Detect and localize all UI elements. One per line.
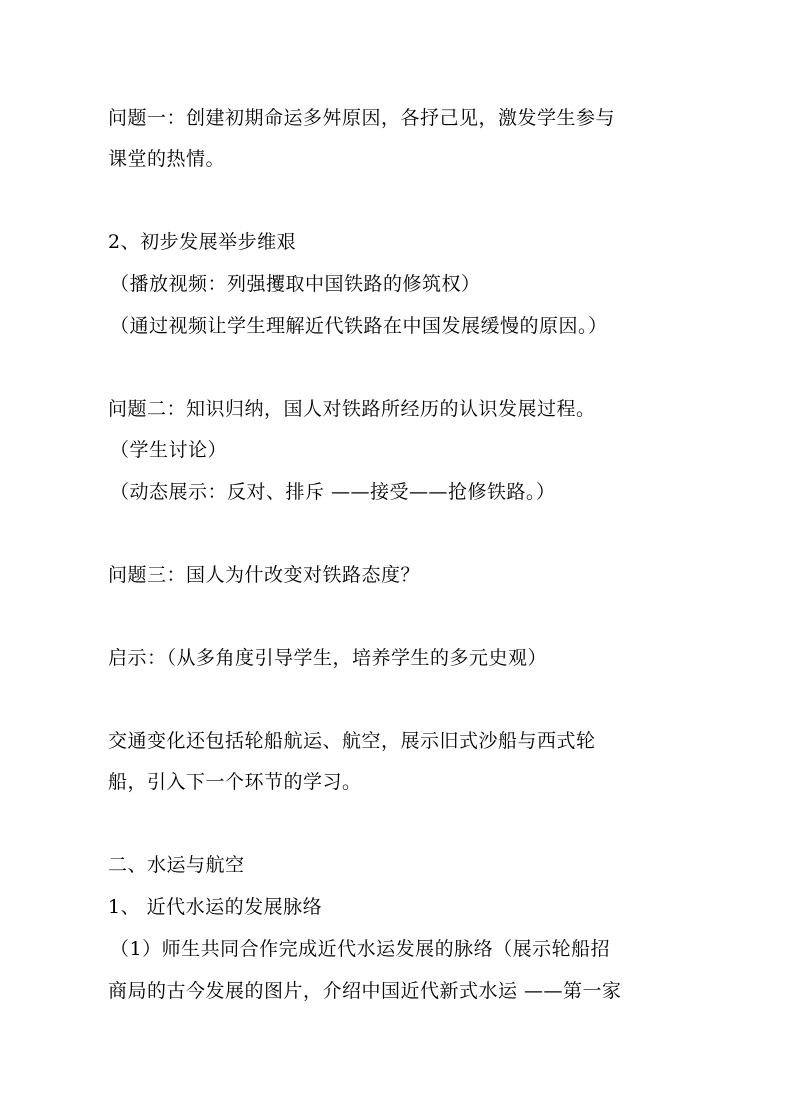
- question-one-line-2: 课堂的热情。: [108, 148, 226, 170]
- video-note: （播放视频：列强攫取中国铁路的修筑权）: [110, 273, 481, 295]
- question-one-line-1: 问题一：创建初期命运多舛原因，各抒己见，激发学生参与: [108, 107, 616, 129]
- question-three-line: 问题三：国人为什改变对铁路态度？: [108, 564, 421, 586]
- paragraph-line-1: （1）师生共同合作完成近代水运发展的脉络（展示轮船招: [110, 938, 611, 960]
- transition-line-2: 船，引入下一个环节的学习。: [108, 771, 362, 793]
- inspiration-line: 启示：（从多角度引导学生，培养学生的多元史观）: [108, 647, 548, 669]
- subsection-heading-water-transport: 1、 近代水运的发展脉络: [108, 896, 323, 918]
- student-discussion-note: （学生讨论）: [110, 439, 228, 461]
- question-two-line: 问题二：知识归纳，国人对铁路所经历的认识发展过程。: [108, 398, 596, 420]
- section-heading-initial-development: 2、初步发展举步维艰: [108, 231, 297, 253]
- video-purpose-note: （通过视频让学生理解近代铁路在中国发展缓慢的原因。）: [110, 315, 608, 337]
- paragraph-line-2: 商局的古今发展的图片，介绍中国近代新式水运 ——第一家: [108, 980, 622, 1002]
- transition-line-1: 交通变化还包括轮船航运、航空，展示旧式沙船与西式轮: [108, 730, 596, 752]
- dynamic-display-note: （动态展示：反对、排斥 ——接受——抢修铁路。）: [110, 481, 556, 503]
- section-heading-water-air: 二、水运与航空: [108, 854, 245, 876]
